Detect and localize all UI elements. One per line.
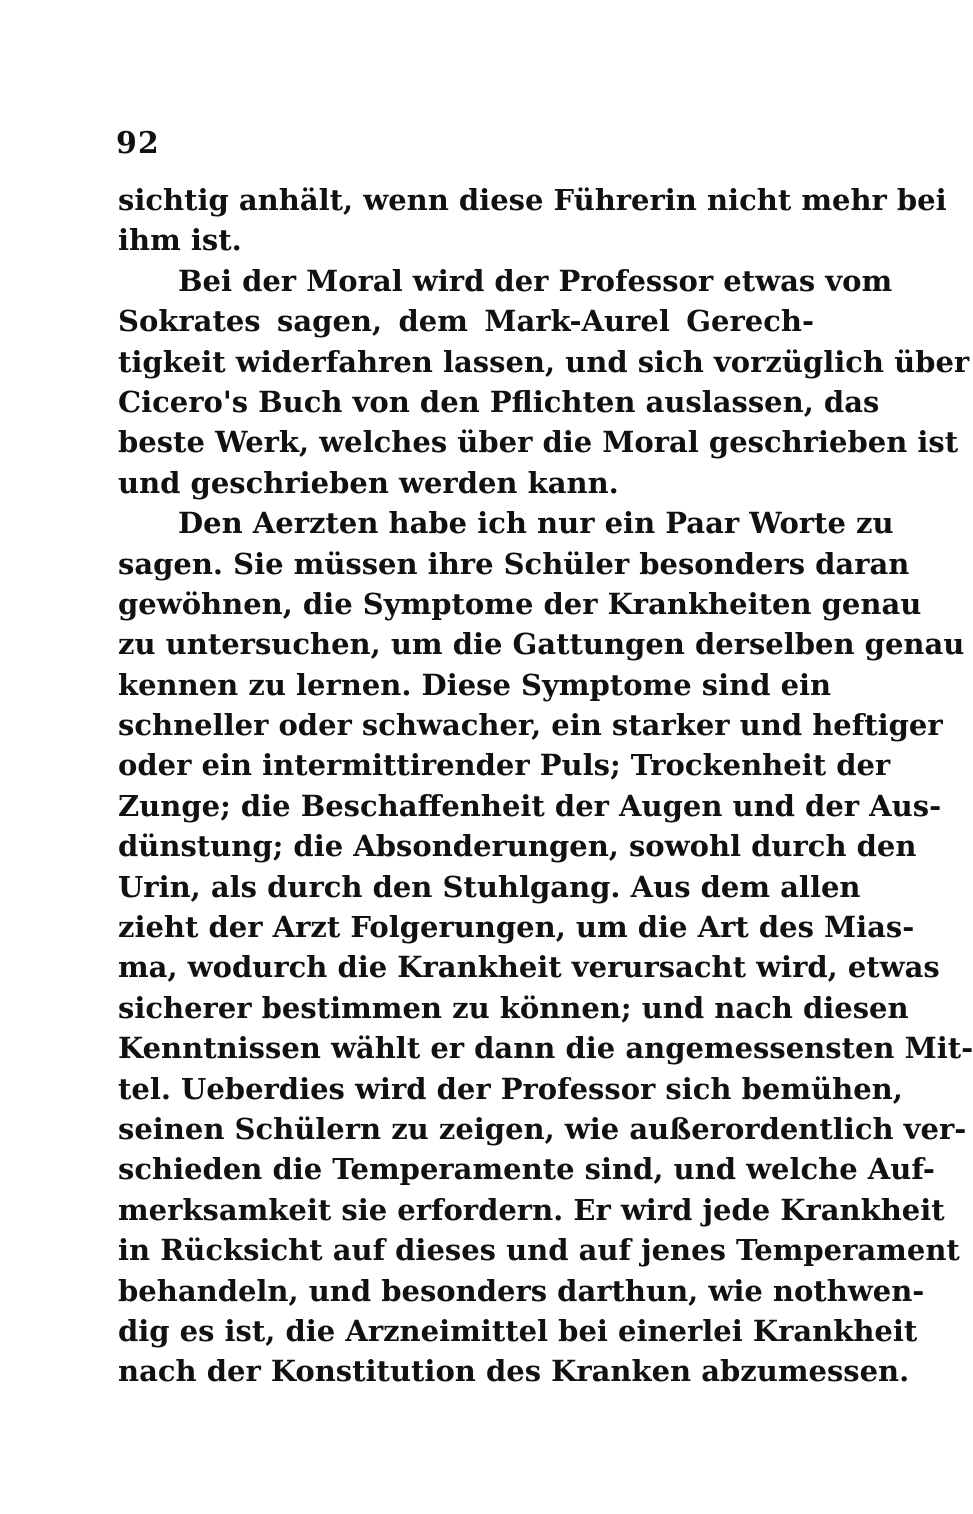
text-line: in Rücksicht auf dieses und auf jenes Temperament (118, 1233, 960, 1268)
text-line: seinen Schülern zu zeigen, wie außerordentlich ver- (118, 1111, 967, 1146)
text-line: gewöhnen, die Symptome der Krankheiten genau (118, 586, 922, 621)
text-line: schneller oder schwacher, ein starker und heftiger (118, 708, 943, 743)
text-line: zieht der Arzt Folgerungen, um die Art des Mias- (118, 910, 915, 945)
body-text (118, 180, 973, 1392)
text-line: Urin, als durch den Stuhlgang. Aus dem allen (118, 869, 861, 904)
text-line: ma, wodurch die Krankheit verursacht wird, etwas (118, 950, 940, 985)
text-line: Kenntnissen wählt er dann die angemessensten Mit- (118, 1031, 973, 1066)
text-line: sichtig anhält, wenn diese Führerin nicht mehr bei (118, 183, 947, 217)
text-line: Bei der Moral wird der Professor etwas vom (178, 263, 893, 298)
text-line: behandeln, und besonders darthun, wie nothwen- (118, 1273, 925, 1308)
text-line: tel. Ueberdies wird der Professor sich bemühen, (118, 1071, 903, 1106)
text-line: zu untersuchen, um die Gattungen derselben genau (118, 627, 965, 662)
text-line: sicherer bestimmen zu können; und nach diesen (118, 990, 909, 1025)
text-line: schieden die Temperamente sind, und welche Auf- (118, 1152, 935, 1187)
text-line: Den Aerzten habe ich nur ein Paar Worte zu (178, 506, 894, 541)
page-number: 92 (116, 126, 160, 161)
text-line: ihm ist. (118, 223, 242, 258)
text-line: oder ein intermittirender Puls; Trockenheit der (118, 748, 891, 783)
text-line: dünstung; die Absonderungen, sowohl durch den (118, 829, 917, 864)
text-line: nach der Konstitution des Kranken abzumessen. (118, 1354, 910, 1389)
text-line: sagen. Sie müssen ihre Schüler besonders daran (118, 546, 910, 581)
text-line: merksamkeit sie erfordern. Er wird jede Krankheit (118, 1192, 945, 1227)
text-line: kennen zu lernen. Diese Symptome sind ein (118, 667, 832, 702)
text-line: tigkeit widerfahren lassen, und sich vorzüglich über (118, 344, 970, 379)
text-line: und geschrieben werden kann. (118, 465, 619, 500)
text-line: Cicero's Buch von den Pflichten auslassen, das (118, 384, 880, 419)
text-line: Zunge; die Beschaffenheit der Augen und der Aus- (118, 788, 942, 823)
text-line: beste Werk, welches über die Moral geschrieben ist (118, 425, 959, 460)
text-line: Sokrates sagen, dem Mark-Aurel Gerech- (118, 304, 814, 339)
text-line: dig es ist, die Arzneimittel bei einerlei Krankheit (118, 1313, 918, 1348)
